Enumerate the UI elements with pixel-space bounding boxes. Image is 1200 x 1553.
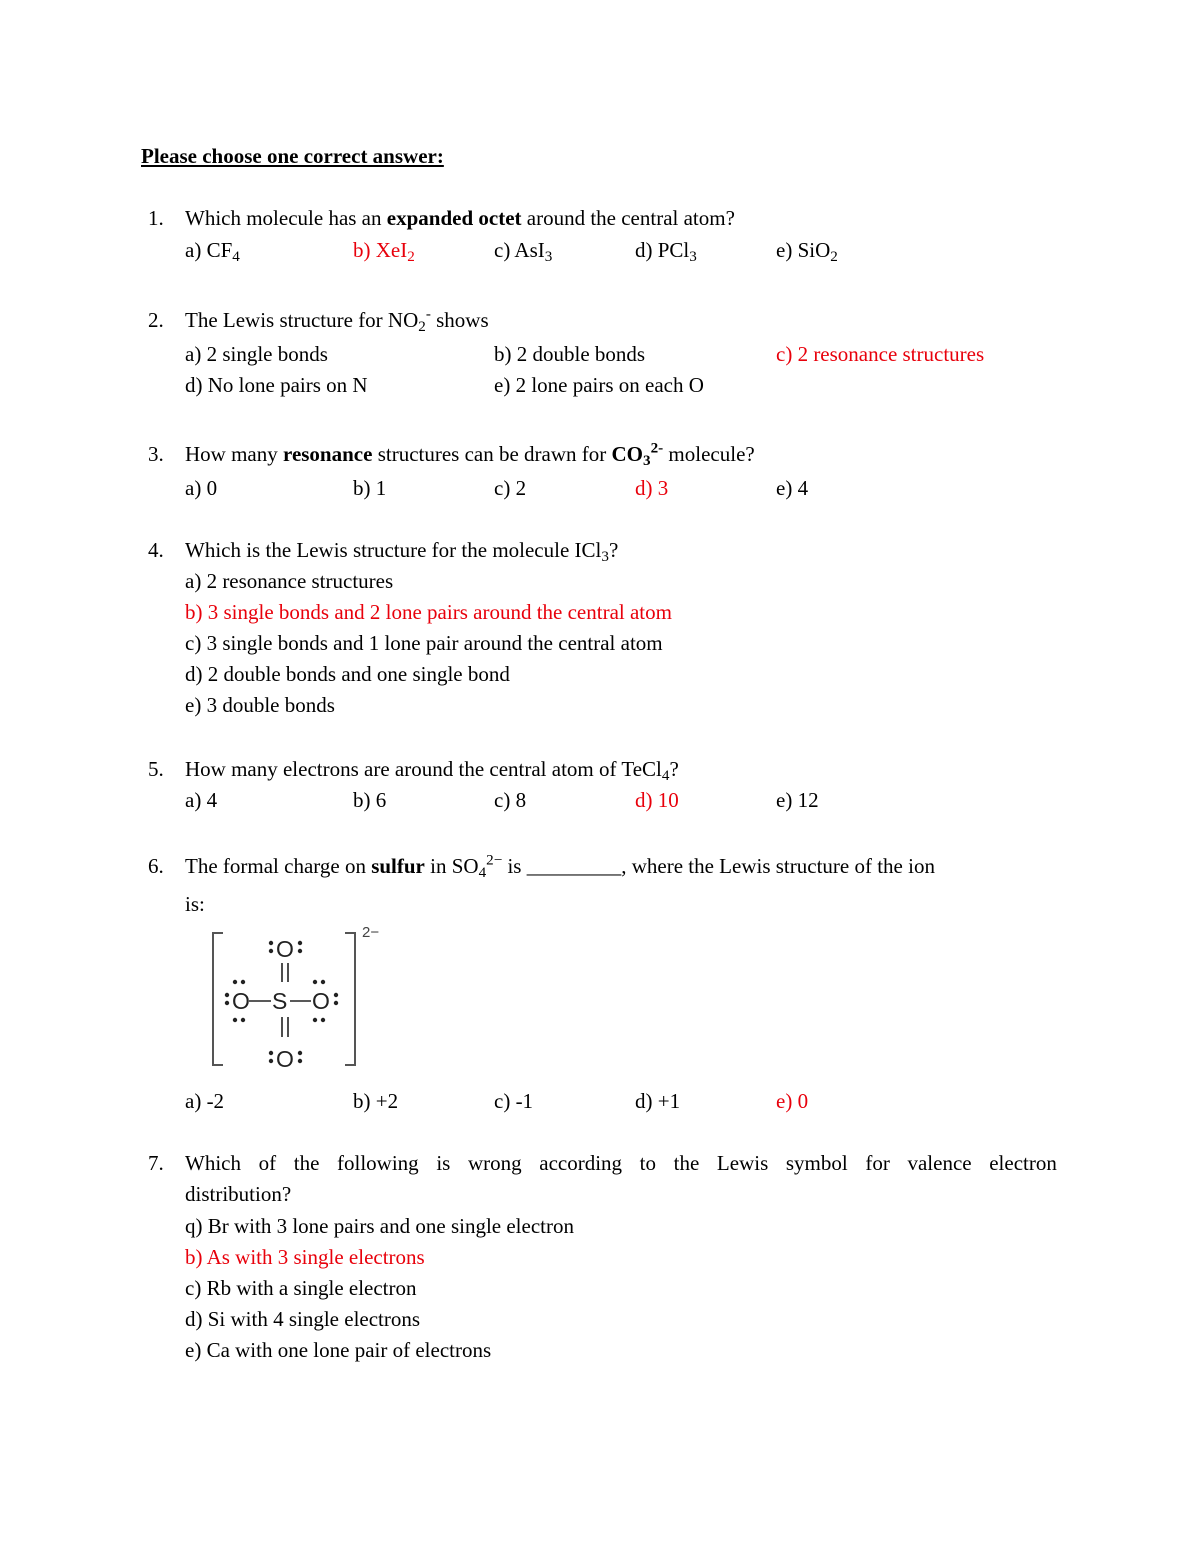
q5-option-e[interactable]: e) 12: [776, 788, 819, 812]
question-7-text-line2: distribution?: [185, 1182, 292, 1206]
q5-option-c[interactable]: c) 8: [494, 788, 527, 812]
q7-word: following: [337, 1151, 419, 1175]
q7-word: symbol: [785, 1151, 848, 1175]
q1-option-b[interactable]: b) XeI$_2$: [353, 238, 415, 265]
q4-option-b[interactable]: b) 3 single bonds and 2 lone pairs around the central atom: [185, 600, 672, 624]
q6-option-d[interactable]: d) +1: [635, 1089, 681, 1113]
q7-word: according: [539, 1151, 623, 1175]
q6-option-a[interactable]: a) -2: [185, 1089, 225, 1113]
q7-option-d[interactable]: d) Si with 4 single electrons: [185, 1307, 421, 1331]
question-5-text: How many electrons are around the central atom of TeCl$_4$?: [185, 757, 679, 784]
question-1-text: Which molecule has an expanded octet around the central atom?: [185, 206, 735, 230]
question-4-number: 4.: [148, 538, 164, 562]
q5-option-b[interactable]: b) 6: [353, 788, 387, 812]
sulfate-lewis-structure: [205, 925, 395, 1075]
question-6-number: 6.: [148, 854, 164, 878]
question-5-number: 5.: [148, 757, 164, 781]
q7-option-a[interactable]: q) Br with 3 lone pairs and one single electron: [185, 1214, 574, 1238]
q7-word: Which: [185, 1151, 241, 1175]
q6-option-b[interactable]: b) +2: [353, 1089, 399, 1113]
q7-word: of: [258, 1151, 277, 1175]
q6-option-c[interactable]: c) -1: [494, 1089, 534, 1113]
q7-option-e[interactable]: e) Ca with one lone pair of electrons: [185, 1338, 492, 1362]
q3-option-a[interactable]: a) 0: [185, 476, 218, 500]
q7-word: Lewis: [716, 1151, 769, 1175]
q2-option-c[interactable]: c) 2 resonance structures: [776, 342, 985, 366]
right-bracket: [345, 933, 355, 1065]
q2-option-e[interactable]: e) 2 lone pairs on each O: [494, 373, 704, 397]
question-1-number: 1.: [148, 206, 164, 230]
atom-sulfur: S: [272, 988, 288, 1014]
lone-pair-dot: [269, 941, 273, 945]
question-2-text: The Lewis structure for $NO_2^-$ shows: [185, 306, 489, 335]
ion-charge: 2−: [362, 925, 380, 941]
q4-option-c[interactable]: c) 3 single bonds and 1 lone pair around the central atom: [185, 631, 663, 655]
question-4-text: Which is the Lewis structure for the molecule ICl$_3$?: [185, 538, 619, 565]
q3-option-b[interactable]: b) 1: [353, 476, 387, 500]
q4-option-a[interactable]: a) 2 resonance structures: [185, 569, 394, 593]
q7-word: for: [865, 1151, 890, 1175]
q7-word: the: [293, 1151, 320, 1175]
q4-option-d[interactable]: d) 2 double bonds and one single bond: [185, 662, 510, 686]
q4-option-e[interactable]: e) 3 double bonds: [185, 693, 335, 717]
q7-word: the: [673, 1151, 700, 1175]
atom-oxygen-top: O: [276, 936, 294, 962]
q3-option-d[interactable]: d) 3: [635, 476, 669, 500]
question-3-number: 3.: [148, 442, 164, 466]
question-7-number: 7.: [148, 1151, 164, 1175]
q7-word: is: [436, 1151, 451, 1175]
question-6-text: The formal charge on sulfur in $SO_4^{2-}$ is _________, where the Lewis structure of the ion: [185, 852, 935, 881]
q3-option-e[interactable]: e) 4: [776, 476, 809, 500]
q7-word: to: [639, 1151, 657, 1175]
question-6-text-line2: is:: [185, 892, 205, 916]
q2-option-b[interactable]: b) 2 double bonds: [494, 342, 646, 366]
q3-option-c[interactable]: c) 2: [494, 476, 527, 500]
q6-option-e[interactable]: e) 0: [776, 1089, 809, 1113]
q5-option-d[interactable]: d) 10: [635, 788, 679, 812]
atom-oxygen-left: O: [232, 988, 250, 1014]
q2-option-a[interactable]: a) 2 single bonds: [185, 342, 328, 366]
q7-option-b[interactable]: b) As with 3 single electrons: [185, 1245, 425, 1269]
q1-option-e[interactable]: e) SiO$_2$: [776, 238, 838, 265]
q1-option-c[interactable]: c) AsI$_3$: [494, 238, 553, 265]
question-7-text: [185, 1153, 1057, 1174]
left-bracket: [213, 933, 223, 1065]
q1-option-d[interactable]: d) PCl$_3$: [635, 238, 697, 265]
question-3-text: How many resonance structures can be drawn for $CO_3^{2-}$ molecule?: [185, 440, 755, 469]
atom-oxygen-right: O: [312, 988, 330, 1014]
q7-word: wrong: [467, 1151, 522, 1175]
q7-option-c[interactable]: c) Rb with a single electron: [185, 1276, 417, 1300]
q7-word: valence: [907, 1151, 972, 1175]
q2-option-d[interactable]: d) No lone pairs on N: [185, 373, 368, 397]
q7-word: electron: [989, 1151, 1057, 1175]
q5-option-a[interactable]: a) 4: [185, 788, 218, 812]
question-2-number: 2.: [148, 308, 164, 332]
page-heading: Please choose one correct answer:: [141, 144, 444, 168]
q1-option-a[interactable]: a) $CF_4$: [185, 238, 240, 265]
atom-oxygen-bottom: O: [276, 1046, 294, 1072]
